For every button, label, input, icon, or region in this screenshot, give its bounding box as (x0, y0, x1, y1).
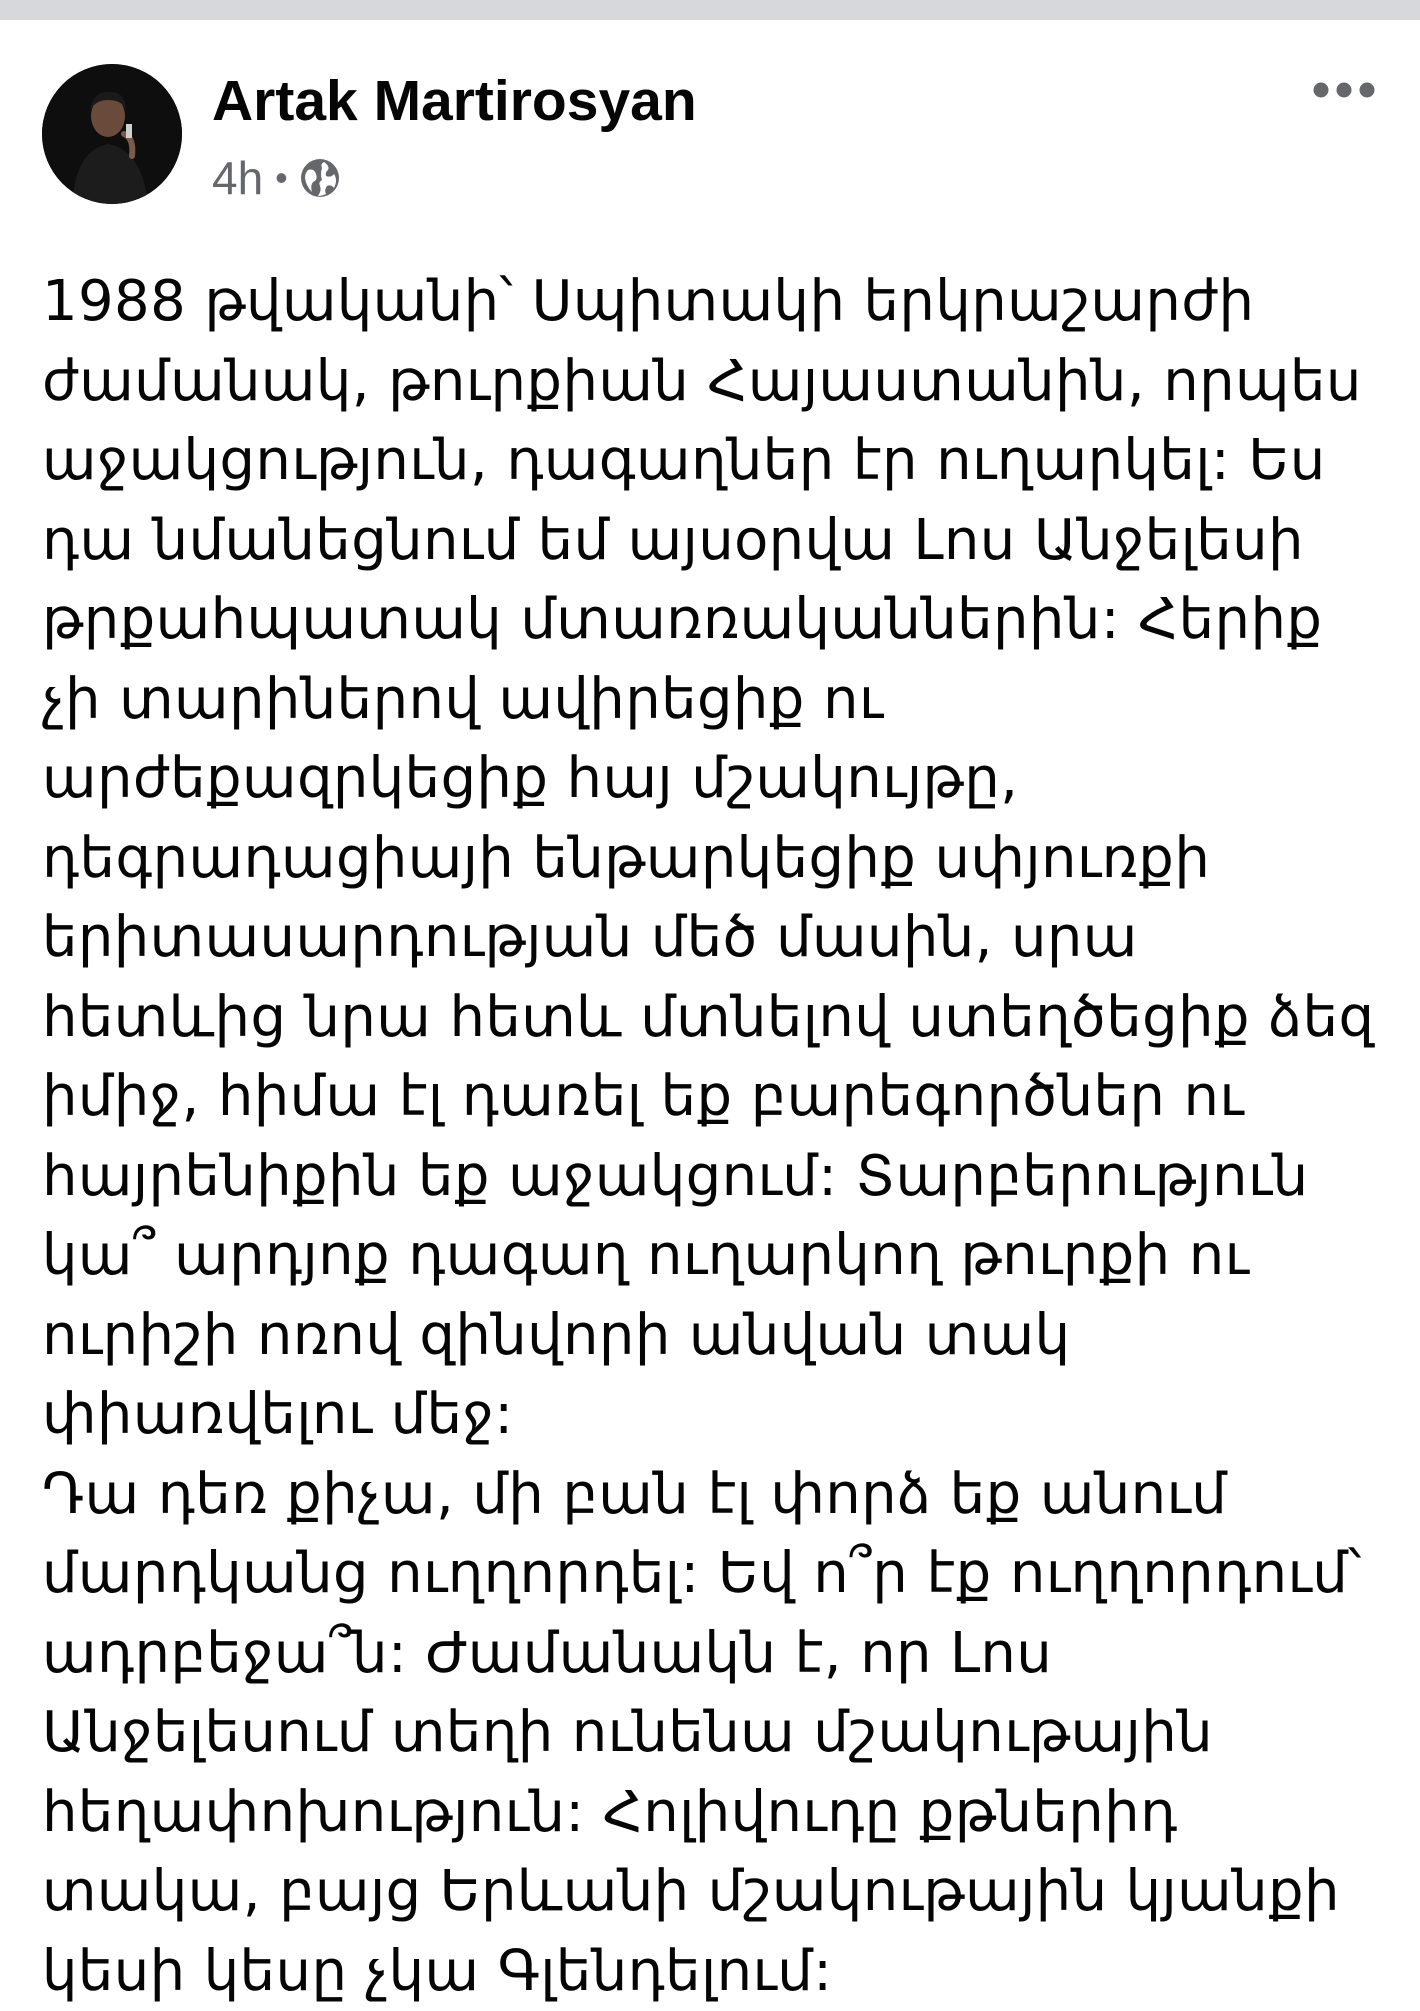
post-meta (212, 150, 342, 206)
more-horizontal-icon (1308, 68, 1380, 112)
post-text-line: Դա դեռ քիչա, մի բան էլ փորձ եք անում (42, 1455, 1402, 1535)
post-text-line: հետևից նրա հետև մտնելով ստեղծեցիք ձեզ (42, 978, 1402, 1058)
post-text-line: ադրբեջա՞ն: Ժամանակն է, որ Լոս (42, 1614, 1402, 1694)
avatar-photo (42, 64, 182, 204)
post-timestamp[interactable]: 4h (212, 150, 263, 206)
more-options-button[interactable] (1308, 68, 1380, 112)
post-text-line: աջակցություն, դագաղներ էր ուղարկել: Ես (42, 421, 1402, 501)
post-text-line: կեսի կեսը չկա Գլենդելում: (42, 1932, 1402, 2011)
post-text-line: ուրիշի ոռով զինվորի անվան տակ (42, 1296, 1402, 1376)
post-text-line: իմիջ, հիմա էլ դառել եք բարեգործներ ու (42, 1057, 1402, 1137)
post-text-line: կա՞ արդյոք դագաղ ուղարկող թուրքի ու (42, 1216, 1402, 1296)
post-text-line: դա նմանեցնում եմ այսօրվա Լոս Անջելեսի (42, 501, 1402, 581)
author-name[interactable]: Artak Martirosyan (212, 68, 697, 134)
post-header (0, 20, 1420, 220)
post-text-line: փիառվելու մեջ: (42, 1375, 1402, 1455)
post-text-line: մարդկանց ուղղորդել: Եվ ո՞ր էք ուղղորդում՝ (42, 1534, 1402, 1614)
post-text-line: ժամանակ, թուրքիան Հայաստանին, որպես (42, 342, 1402, 422)
meta-separator: • (275, 150, 288, 206)
post-text-line: 1988 թվականի՝ Սպիտակի երկրաշարժի (42, 262, 1402, 342)
post-text-line: հեղափոխություն: Հոլիվուդը քթներիդ (42, 1773, 1402, 1853)
post-text-line: դեգրադացիայի ենթարկեցիք սփյուռքի (42, 819, 1402, 899)
post-text-line: չի տարիներով ավիրեցիք ու (42, 660, 1402, 740)
post-text-line: արժեքազրկեցիք հայ մշակույթը, (42, 739, 1402, 819)
post-text-line: թրքահպատակ մտառռականներին: Հերիք (42, 580, 1402, 660)
post-text-line: հայրենիքին եք աջակցում: Տարբերություն (42, 1137, 1402, 1217)
author-avatar[interactable] (42, 64, 182, 204)
post-text-line: երիտասարդության մեծ մասին, սրա (42, 898, 1402, 978)
post-text (42, 262, 1402, 2011)
post-text-line: տակա, բայց Երևանի մշակութային կյանքի (42, 1852, 1402, 1932)
top-separator-band (0, 0, 1420, 20)
globe-icon[interactable] (298, 156, 342, 200)
post-text-line: Անջելեսում տեղի ունենա մշակութային (42, 1693, 1402, 1773)
